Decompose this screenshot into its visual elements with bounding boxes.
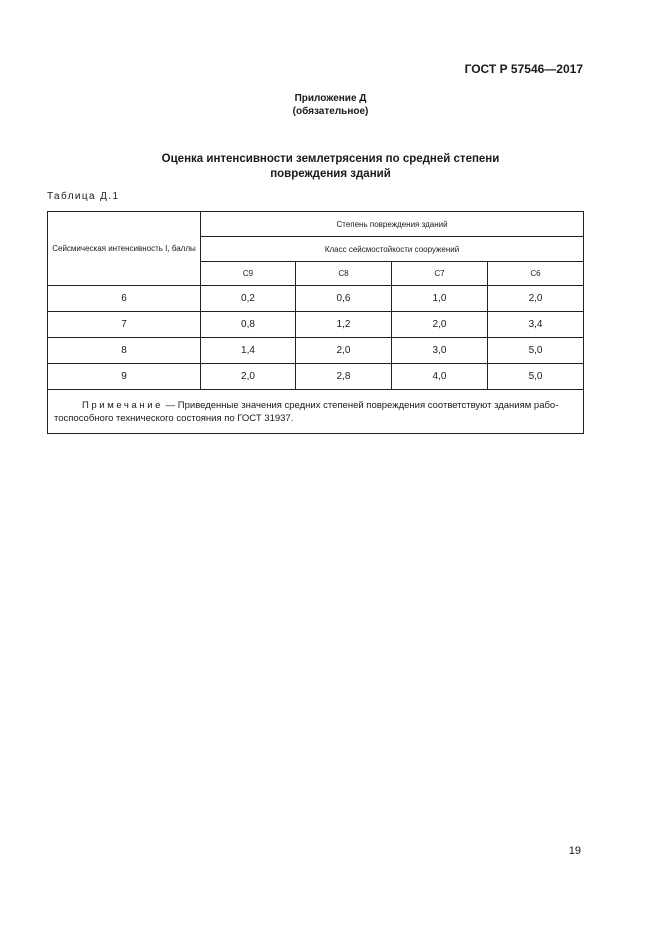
table-header-row: [48, 212, 584, 237]
section-title: [0, 152, 661, 182]
intensity-cell: 8: [48, 338, 201, 364]
note-label: Примечание: [82, 400, 163, 411]
intensity-cell: 6: [48, 286, 201, 312]
value-cell: 3,4: [488, 312, 584, 338]
section-title-line1: Оценка интенсивности землетрясения по средней степени: [161, 153, 500, 165]
table-note: [48, 390, 584, 434]
table-row: [48, 364, 584, 390]
value-cell: 4,0: [392, 364, 488, 390]
value-cell: 2,0: [488, 286, 584, 312]
intensity-cell: 9: [48, 364, 201, 390]
appendix-subtitle: (обязательное): [292, 106, 369, 117]
column-header-c7: С7: [392, 262, 488, 286]
table-caption: Таблица Д.1: [47, 191, 120, 202]
document-code: ГОСТ Р 57546—2017: [464, 62, 583, 76]
class-header: Класс сейсмостойкости сооружений: [201, 237, 584, 262]
table-note-row: [48, 390, 584, 434]
intensity-cell: 7: [48, 312, 201, 338]
section-title-line2: повреждения зданий: [270, 168, 391, 180]
appendix-title: Приложение Д: [294, 93, 367, 104]
value-cell: 5,0: [488, 364, 584, 390]
page-number: 19: [568, 845, 581, 857]
value-cell: 2,0: [296, 338, 392, 364]
value-cell: 2,0: [201, 364, 296, 390]
column-header-c6: С6: [488, 262, 584, 286]
table-row: [48, 312, 584, 338]
value-cell: 1,0: [392, 286, 488, 312]
value-cell: 0,8: [201, 312, 296, 338]
value-cell: 0,6: [296, 286, 392, 312]
value-cell: 2,0: [392, 312, 488, 338]
column-header-c8: С8: [296, 262, 392, 286]
value-cell: 0,2: [201, 286, 296, 312]
value-cell: 3,0: [392, 338, 488, 364]
value-cell: 2,8: [296, 364, 392, 390]
intensity-column-header: Сейсмическая интенсивность I, баллы: [48, 212, 201, 286]
note-text: — Приведенные значения средних степеней повреждения соответствуют зданиям рабо-тоспособного технического состояния по ГОСТ 31937.: [54, 400, 559, 424]
table-row: [48, 338, 584, 364]
damage-degree-header: Степень повреждения зданий: [201, 212, 584, 237]
value-cell: 1,4: [201, 338, 296, 364]
intensity-table: [47, 211, 584, 434]
appendix-heading: [0, 92, 661, 118]
column-header-c9: С9: [201, 262, 296, 286]
value-cell: 1,2: [296, 312, 392, 338]
value-cell: 5,0: [488, 338, 584, 364]
table-row: [48, 286, 584, 312]
